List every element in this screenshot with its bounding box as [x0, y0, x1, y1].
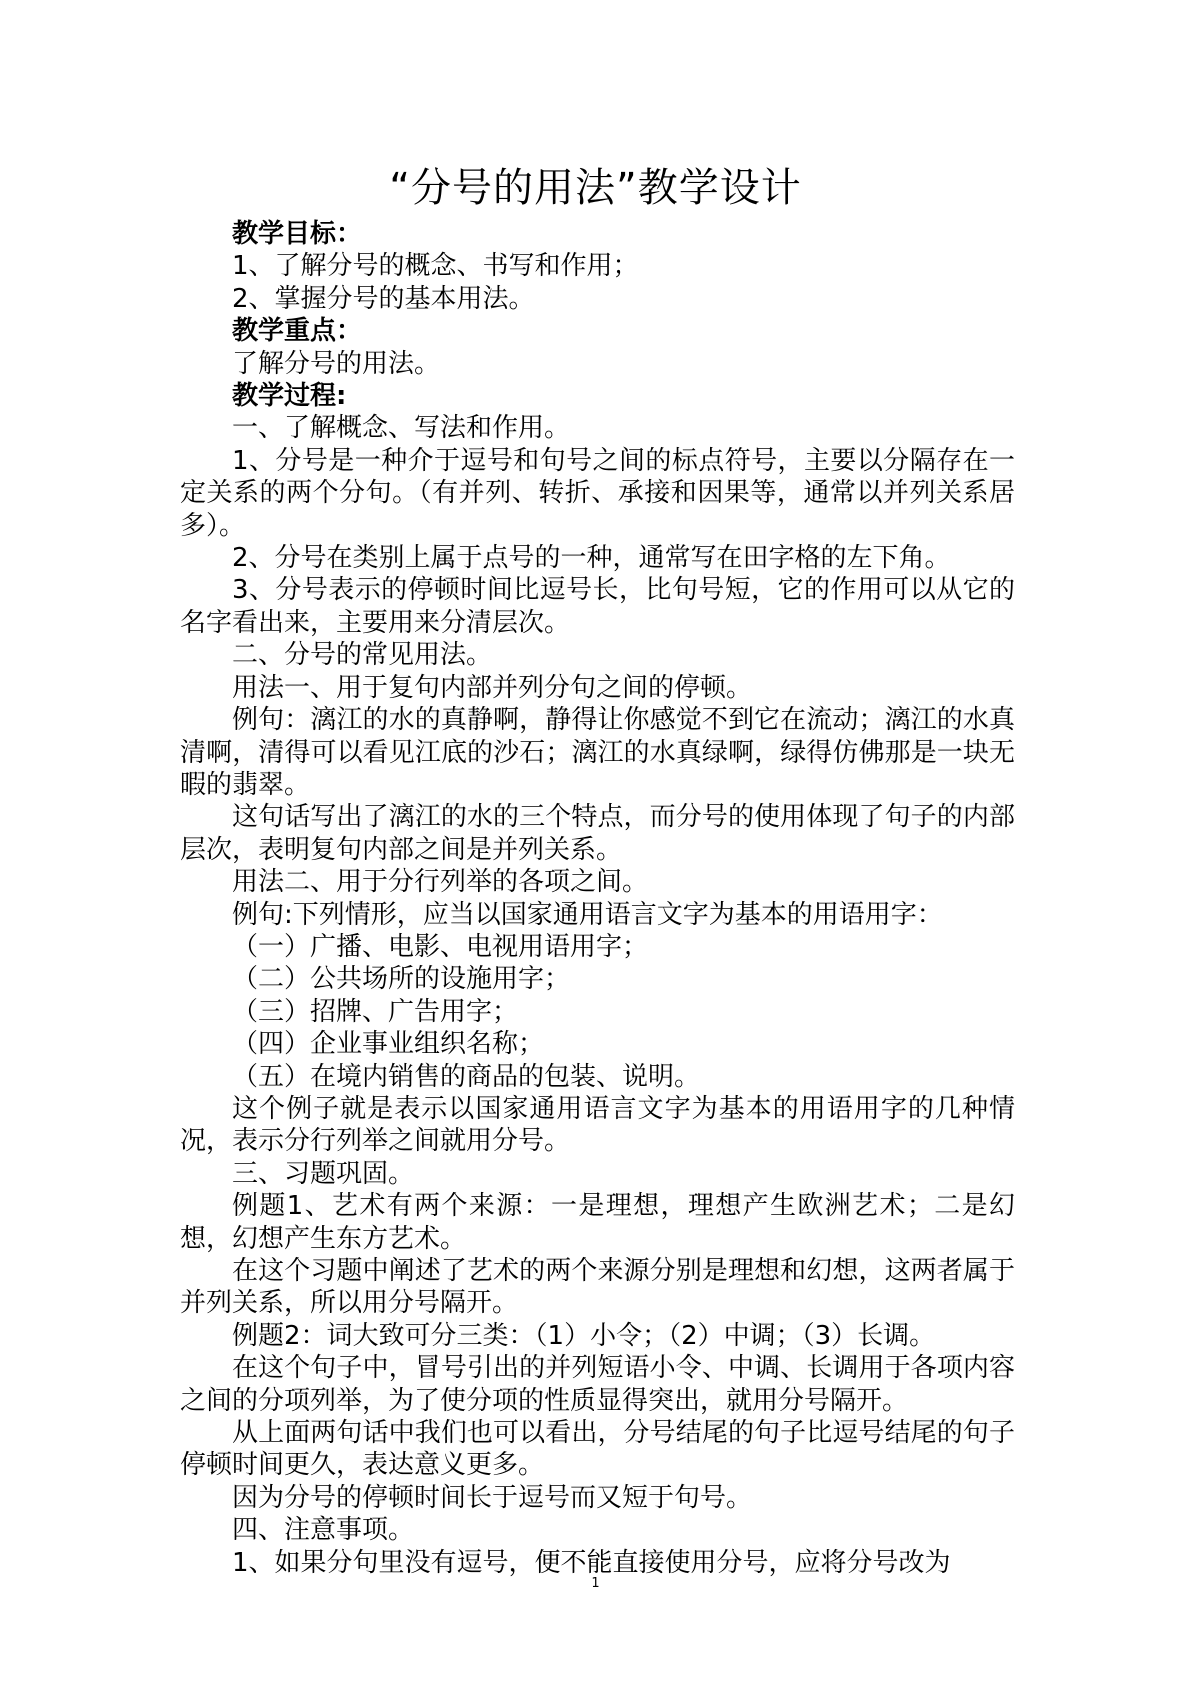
body-paragraph: 因为分号的停顿时间长于逗号而又短于句号。: [232, 1482, 753, 1513]
body-paragraph: 了解分号的用法。: [232, 348, 441, 379]
body-paragraph: 1、分号是一种介于逗号和句号之间的标点符号，主要以分隔存在一定关系的两个分句。（有并列、转折、承接和因果等，通常以并列关系居多）。: [180, 445, 1015, 541]
body-paragraph: （二）公共场所的设施用字；: [232, 964, 571, 995]
page-number: 1: [591, 1576, 600, 1591]
body-paragraph: 这个例子就是表示以国家通用语言文字为基本的用语用字的几种情况，表示分行列举之间就用分号。: [180, 1093, 1015, 1157]
body-paragraph: 3、分号表示的停顿时间比逗号长，比句号短，它的作用可以从它的名字看出来，主要用来分清层次。: [180, 575, 1015, 638]
section-heading: 教学目标：: [232, 219, 363, 249]
body-paragraph: （五）在境内销售的商品的包装、说明。: [232, 1061, 701, 1092]
body-paragraph: 在这个习题中阐述了艺术的两个来源分别是理想和幻想，这两者属于并列关系，所以用分号隔开。: [180, 1256, 1015, 1319]
section-heading: 教学重点：: [232, 316, 363, 347]
body-paragraph: 1、如果分句里没有逗号，便不能直接使用分号，应将分号改为: [232, 1547, 951, 1578]
body-paragraph: 例句：漓江的水的真静啊，静得让你感觉不到它在流动；漓江的水真清啊，清得可以看见江底的沙石；漓江的水真绿啊，绿得仿佛那是一块无暇的翡翠。: [180, 705, 1015, 800]
document-title: “分号的用法”教学设计: [389, 165, 802, 211]
body-paragraph: 这句话写出了漓江的水的三个特点，而分号的使用体现了句子的内部层次，表明复句内部之间是并列关系。: [180, 802, 1015, 865]
body-paragraph: 2、分号在类别上属于点号的一种，通常写在田字格的左下角。: [232, 543, 951, 574]
body-paragraph: 从上面两句话中我们也可以看出，分号结尾的句子比逗号结尾的句子停顿时间更久，表达意义更多。: [180, 1418, 1015, 1481]
body-paragraph: 在这个句子中，冒号引出的并列短语小令、中调、长调用于各项内容之间的分项列举，为了使分项的性质显得突出，就用分号隔开。: [180, 1353, 1015, 1416]
body-paragraph: 一、了解概念、写法和作用。: [232, 413, 571, 444]
body-paragraph: 四、注意事项。: [232, 1515, 415, 1546]
body-paragraph: 用法二、用于分行列举的各项之间。: [232, 867, 649, 898]
body-paragraph: 例句:下列情形，应当以国家通用语言文字为基本的用语用字：: [232, 899, 943, 930]
body-paragraph: （一）广播、电影、电视用语用字；: [232, 931, 649, 962]
body-paragraph: 例题2：词大致可分三类：（1）小令；（2）中调；（3）长调。: [232, 1320, 936, 1351]
body-paragraph: 二、分号的常见用法。: [232, 640, 493, 671]
body-paragraph: 用法一、用于复句内部并列分句之间的停顿。: [232, 672, 753, 703]
body-paragraph: （三）招牌、广告用字；: [232, 996, 519, 1027]
body-paragraph: 例题1、艺术有两个来源：一是理想，理想产生欧洲艺术；二是幻想，幻想产生东方艺术。: [180, 1191, 1015, 1254]
document-body: [180, 218, 1015, 1579]
body-paragraph: （四）企业事业组织名称；: [232, 1029, 545, 1060]
section-heading: 教学过程:: [232, 381, 347, 412]
body-paragraph: 1、了解分号的概念、书写和作用；: [232, 251, 639, 282]
body-paragraph: 2、掌握分号的基本用法。: [232, 283, 535, 314]
body-paragraph: 三、习题巩固。: [232, 1158, 415, 1189]
